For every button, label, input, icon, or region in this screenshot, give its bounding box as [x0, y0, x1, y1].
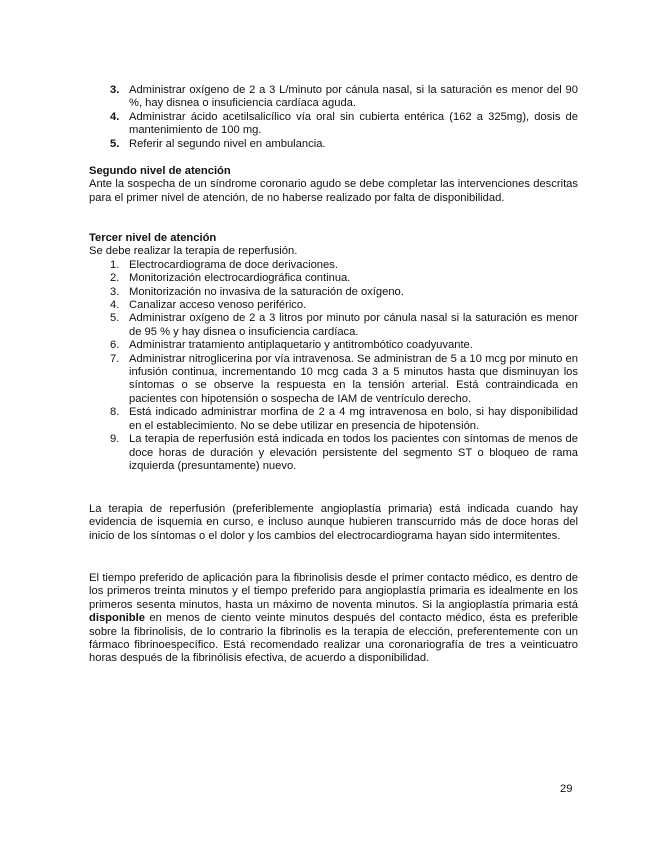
list-item-text: Referir al segundo nivel en ambulancia. — [129, 137, 326, 150]
second-level-heading: Segundo nivel de atención — [89, 165, 231, 177]
list-number: 5. — [110, 312, 120, 325]
list-item-text: Monitorización no invasiva de la saturación de oxígeno. — [129, 285, 404, 298]
third-level-list — [89, 259, 578, 474]
list-item-text: Administrar ácido acetilsalicílico vía oral sin cubierta entérica (162 a 325mg), dosis de mantenimiento de 100 mg. — [129, 110, 578, 137]
list-item — [89, 272, 578, 285]
list-item-text: Administrar oxígeno de 2 a 3 litros por minuto por cánula nasal si la saturación es menor de 95 % y hay disnea o insuficiencia cardíaca. — [129, 312, 578, 338]
third-level-heading: Tercer nivel de atención — [89, 232, 217, 244]
list-item-text: Electrocardiograma de doce derivaciones. — [129, 258, 338, 271]
list-item-text: Canalizar acceso venoso periférico. — [129, 299, 307, 312]
list-number: 6. — [110, 339, 120, 352]
third-level-section — [89, 232, 578, 473]
timing-text-bold: disponible — [89, 612, 145, 625]
list-item — [89, 433, 578, 473]
list-item — [89, 406, 578, 433]
list-item — [89, 312, 578, 339]
list-number: 7. — [110, 352, 120, 365]
second-level-text: Ante la sospecha de un síndrome coronario agudo se debe completar las intervenciones descritas para el primer nivel de atención, de no haberse realizado por falta de disponibilidad. — [89, 178, 578, 204]
page-number: 29 — [560, 783, 573, 795]
first-level-list — [89, 84, 578, 151]
list-number: 4. — [110, 299, 120, 312]
list-item-text: Administrar nitroglicerina por vía intravenosa. Se administran de 5 a 10 mcg por minuto en infusión continua, incrementando 10 mcg cada 3 a 5 minutos hasta que disminuyan los síntomas o se observe la respuesta en la tensión arterial. Está contraindicada en pacientes con hipotensión o sospecha de IAM de ventrículo derecho. — [129, 352, 578, 405]
list-item — [89, 84, 578, 111]
list-number: 1. — [110, 258, 120, 271]
list-item-text: Administrar oxígeno de 2 a 3 L/minuto por cánula nasal, si la saturación es menor del 90 %, hay disnea o insuficiencia cardíaca aguda. — [129, 84, 578, 110]
list-item — [89, 299, 578, 312]
list-number: 4. — [110, 110, 120, 123]
list-number: 3. — [110, 84, 120, 96]
list-item-text: La terapia de reperfusión está indicada en todos los pacientes con síntomas de menos de doce horas de duración y elevación persistente del segmento ST o bloqueo de rama izquierda (presuntamente) nuevo. — [129, 433, 578, 472]
list-item — [89, 353, 578, 407]
timing-text-after: en menos de ciento veinte minutos después del contacto médico, ésta es preferible sobre la fibrinolisis, de lo contrario la fibrinolis es la terapia de elección, preferentemente con un fármaco fibrinoespecífico. Está recomendado realizar una coronariografía de tres a veinticuatro horas después de la fibrinólisis efectiva, de acuerdo a disponibilidad. — [89, 612, 578, 665]
list-item-text: Está indicado administrar morfina de 2 a 4 mg intravenosa en bolo, si hay disponibilidad en el establecimiento. No se debe utilizar en presencia de hipotensión. — [129, 406, 578, 432]
list-item — [89, 111, 578, 138]
third-level-intro: Se debe realizar la terapia de reperfusión. — [89, 245, 298, 258]
list-number: 3. — [110, 285, 120, 298]
list-item — [89, 138, 578, 151]
list-number: 2. — [110, 272, 120, 285]
list-item — [89, 259, 578, 272]
list-item-text: Monitorización electrocardiográfica continua. — [129, 272, 351, 285]
timing-text-before: El tiempo preferido de aplicación para la fibrinolisis desde el primer contacto médico, es dentro de los primeros treinta minutos y el tiempo preferido para angioplastía primaria es idealmente en los primeros sesenta minutos, hasta un máximo de noventa minutos. Si la angioplastía primaria está — [89, 572, 578, 611]
list-number: 5. — [110, 137, 120, 150]
list-number: 8. — [110, 406, 120, 419]
timing-paragraph — [89, 572, 578, 666]
reperfusion-paragraph: La terapia de reperfusión (preferiblemente angioplastía primaria) está indicada cuando hay evidencia de isquemia en curso, e incluso aunque hubieren transcurrido más de doce horas del inicio de los síntomas o el dolor y los cambios del electrocardiograma hayan sido intermitentes. — [89, 503, 578, 542]
second-level-section — [89, 165, 578, 205]
list-item — [89, 286, 578, 299]
list-item — [89, 339, 578, 352]
list-item-text: Administrar tratamiento antiplaquetario y antitrombótico coadyuvante. — [129, 339, 473, 352]
list-number: 9. — [110, 433, 120, 446]
